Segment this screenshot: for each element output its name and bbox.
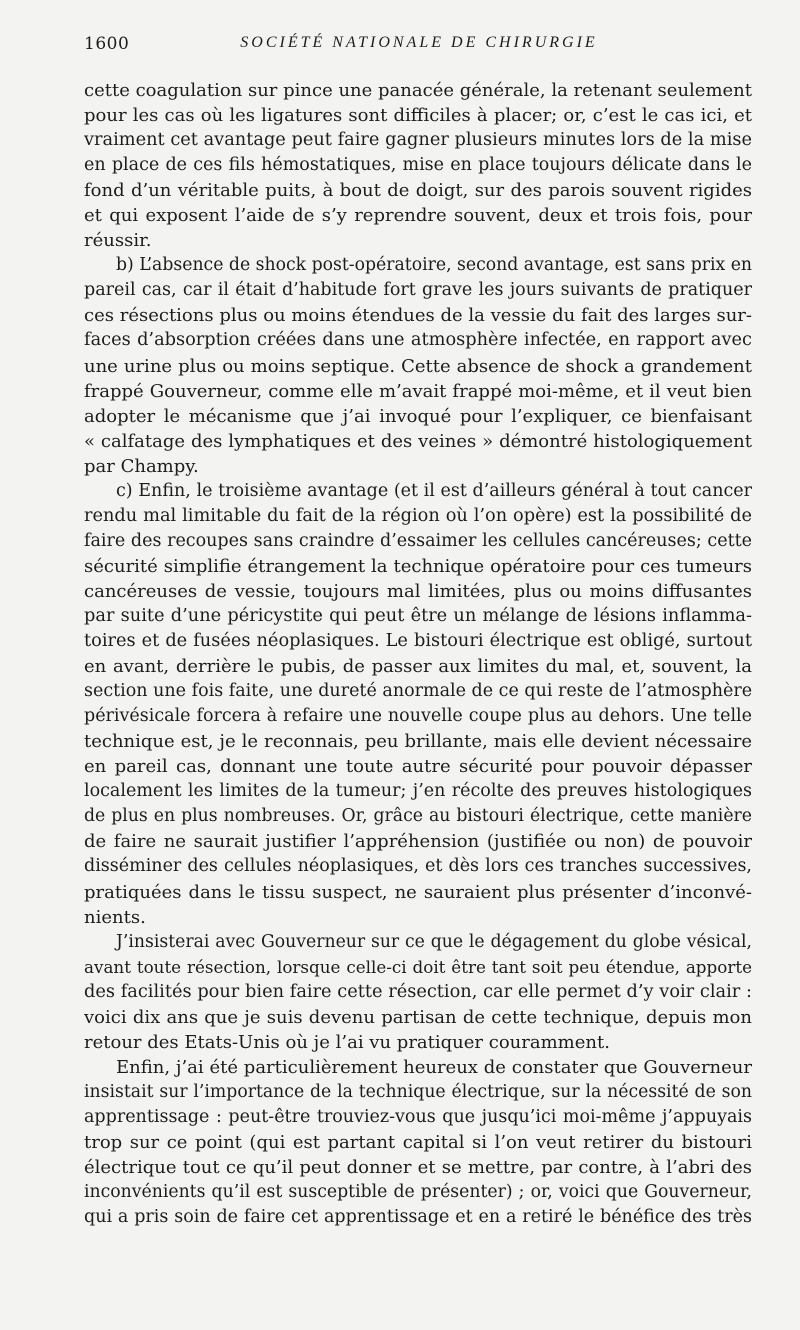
text-line: localement les limites de la tumeur; j’en récolte des preuves histologiques	[84, 781, 752, 802]
text-line: toires et de fusées néoplasiques. Le bistouri électrique est obligé, surtout	[84, 631, 752, 652]
text-line: « calfatage des lymphatiques et des veines » démontré histologiquement	[84, 430, 752, 452]
text-line: technique est, je le reconnais, peu brillante, mais elle devient nécessaire	[84, 731, 752, 753]
text-line: b) L’absence de shock post-opératoire, second avantage, est sans prix en	[116, 255, 752, 276]
text-line: qui a pris soin de faire cet apprentissage et en a retiré le bénéfice des très	[84, 1207, 752, 1228]
page-header	[84, 34, 754, 60]
text-line: faces d’absorption créées dans une atmosphère infectée, en rapport avec	[84, 330, 752, 351]
text-line: cette coagulation sur pince une panacée générale, la retenant seulement	[84, 80, 752, 101]
text-line: réussir.	[84, 230, 152, 252]
text-line: c) Enfin, le troisième avantage (et il est d’ailleurs général à tout cancer	[116, 480, 752, 501]
text-line: pareil cas, car il était d’habitude fort grave les jours suivants de pratiquer	[84, 280, 752, 301]
text-line: retour des Etats-Unis où je l’ai vu pratiquer couramment.	[84, 1031, 610, 1053]
text-line: adopter le mécanisme que j’ai invoqué pour l’expliquer, ce bienfaisant	[84, 405, 752, 427]
running-title: SOCIÉTÉ NATIONALE DE CHIRURGIE	[240, 34, 598, 51]
text-line: de faire ne saurait justifier l’appréhension (justifiée ou non) de pouvoir	[84, 831, 752, 853]
text-line: des facilités pour bien faire cette résection, car elle permet d’y voir clair :	[84, 981, 752, 1002]
text-line: frappé Gouverneur, comme elle m’avait frappé moi-même, et il veut bien	[84, 380, 752, 402]
text-line: par Champy.	[84, 455, 199, 477]
text-line: section une fois faite, une dureté anormale de ce qui reste de l’atmosphère	[84, 681, 752, 702]
text-line: électrique tout ce qu’il peut donner et se mettre, par contre, à l’abri des	[84, 1157, 752, 1179]
text-line: de plus en plus nombreuses. Or, grâce au bistouri électrique, cette manière	[84, 806, 752, 827]
text-line: rendu mal limitable du fait de la région où l’on opère) est la possibilité de	[84, 505, 752, 526]
text-line: par suite d’une péricystite qui peut être un mélange de lésions inflamma-	[84, 605, 752, 626]
text-line: vraiment cet avantage peut faire gagner plusieurs minutes lors de la mise	[84, 130, 752, 151]
text-line: avant toute résection, lorsque celle-ci doit être tant soit peu étendue, apporte	[84, 956, 752, 977]
text-line: inconvénients qu’il est susceptible de présenter) ; or, voici que Gouverneur,	[84, 1182, 752, 1203]
page-number: 1600	[84, 34, 130, 54]
text-line: en place de ces fils hémostatiques, mise en place toujours délicate dans le	[84, 155, 752, 176]
text-line: nients.	[84, 906, 146, 928]
text-line: apprentissage : peut-être trouviez-vous que jusqu’ici moi-même j’appuyais	[84, 1106, 752, 1127]
text-line: cancéreuses de vessie, toujours mal limitées, plus ou moins diffusantes	[84, 580, 752, 602]
text-line: une urine plus ou moins septique. Cette absence de shock a grandement	[84, 355, 752, 377]
text-line: en pareil cas, donnant une toute autre sécurité pour pouvoir dépasser	[84, 756, 752, 778]
text-line: faire des recoupes sans craindre d’essaimer les cellules cancéreuses; cette	[84, 530, 752, 551]
text-line: Enfin, j’ai été particulièrement heureux de constater que Gouverneur	[116, 1056, 752, 1078]
text-line: en avant, derrière le pubis, de passer aux limites du mal, et, souvent, la	[84, 656, 752, 678]
text-line: voici dix ans que je suis devenu partisan de cette technique, depuis mon	[84, 1006, 752, 1028]
text-line: J’insisterai avec Gouverneur sur ce que le dégagement du globe vésical,	[116, 931, 752, 952]
text-line: pour les cas où les ligatures sont difficiles à placer; or, c’est le cas ici, et	[84, 105, 752, 127]
text-line: fond d’un véritable puits, à bout de doigt, sur des parois souvent rigides	[84, 180, 752, 202]
text-line: insistait sur l’importance de la technique électrique, sur la nécessité de son	[84, 1081, 752, 1102]
text-line: périvésicale forcera à refaire une nouvelle coupe plus au dehors. Une telle	[84, 706, 752, 727]
text-line: trop sur ce point (qui est partant capital si l’on veut retirer du bistouri	[84, 1131, 752, 1153]
text-line: disséminer des cellules néoplasiques, et dès lors ces tranches successives,	[84, 856, 752, 877]
text-line: sécurité simplifie étrangement la technique opératoire pour ces tumeurs	[84, 555, 752, 577]
text-line: et qui exposent l’aide de s’y reprendre souvent, deux et trois fois, pour	[84, 205, 752, 227]
text-line: pratiquées dans le tissu suspect, ne sauraient plus présenter d’inconvé-	[84, 881, 752, 903]
text-line: ces résections plus ou moins étendues de la vessie du fait des larges sur-	[84, 305, 752, 327]
body-text	[84, 78, 752, 1230]
